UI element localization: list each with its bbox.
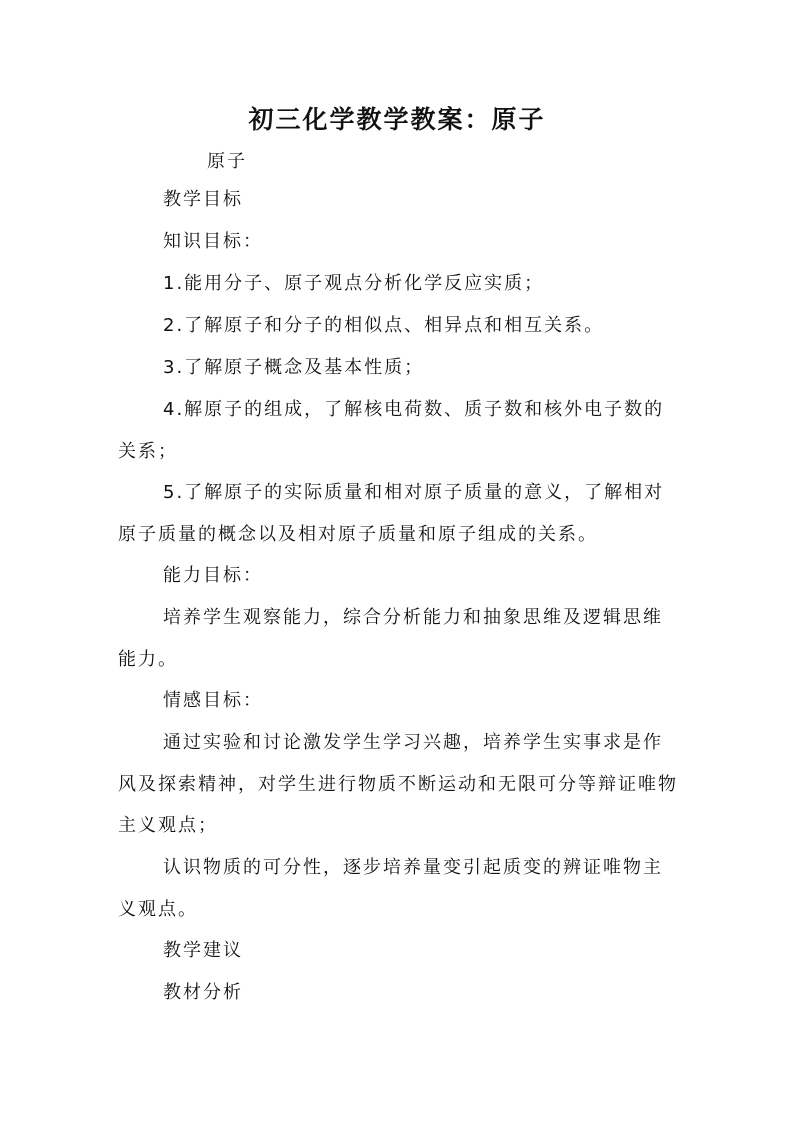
paragraph: 2.了解原子和分子的相似点、相异点和相互关系。	[163, 315, 605, 336]
heading-teaching-goals: 教学目标	[163, 189, 243, 210]
heading-knowledge-goals: 知识目标：	[163, 231, 263, 252]
heading-ability-goals: 能力目标：	[163, 565, 263, 586]
section-subtitle: 原子	[207, 151, 247, 172]
paragraph: 1.能用分子、原子观点分析化学反应实质；	[163, 273, 545, 294]
paragraph: 3.了解原子概念及基本性质；	[163, 357, 425, 378]
document-title: 初三化学教学教案：原子	[248, 105, 546, 134]
heading-textbook-analysis: 教材分析	[163, 982, 243, 1003]
paragraph: 培养学生观察能力，综合分析能力和抽象思维及逻辑思维能力。	[118, 607, 663, 670]
paragraph: 4.解原子的组成，了解核电荷数、质子数和核外电子数的关系；	[118, 399, 665, 462]
heading-emotion-goals: 情感目标：	[163, 690, 263, 711]
paragraph: 5.了解原子的实际质量和相对原子质量的意义，了解相对原子质量的概念以及相对原子质量和原子组成的关系。	[118, 482, 665, 545]
paragraph: 认识物质的可分性，逐步培养量变引起质变的辨证唯物主义观点。	[118, 857, 663, 920]
paragraph: 通过实验和讨论激发学生学习兴趣，培养学生实事求是作风及探索精神，对学生进行物质不断运动和无限可分等辩证唯物主义观点；	[118, 732, 678, 837]
heading-teaching-suggestions: 教学建议	[163, 940, 243, 961]
